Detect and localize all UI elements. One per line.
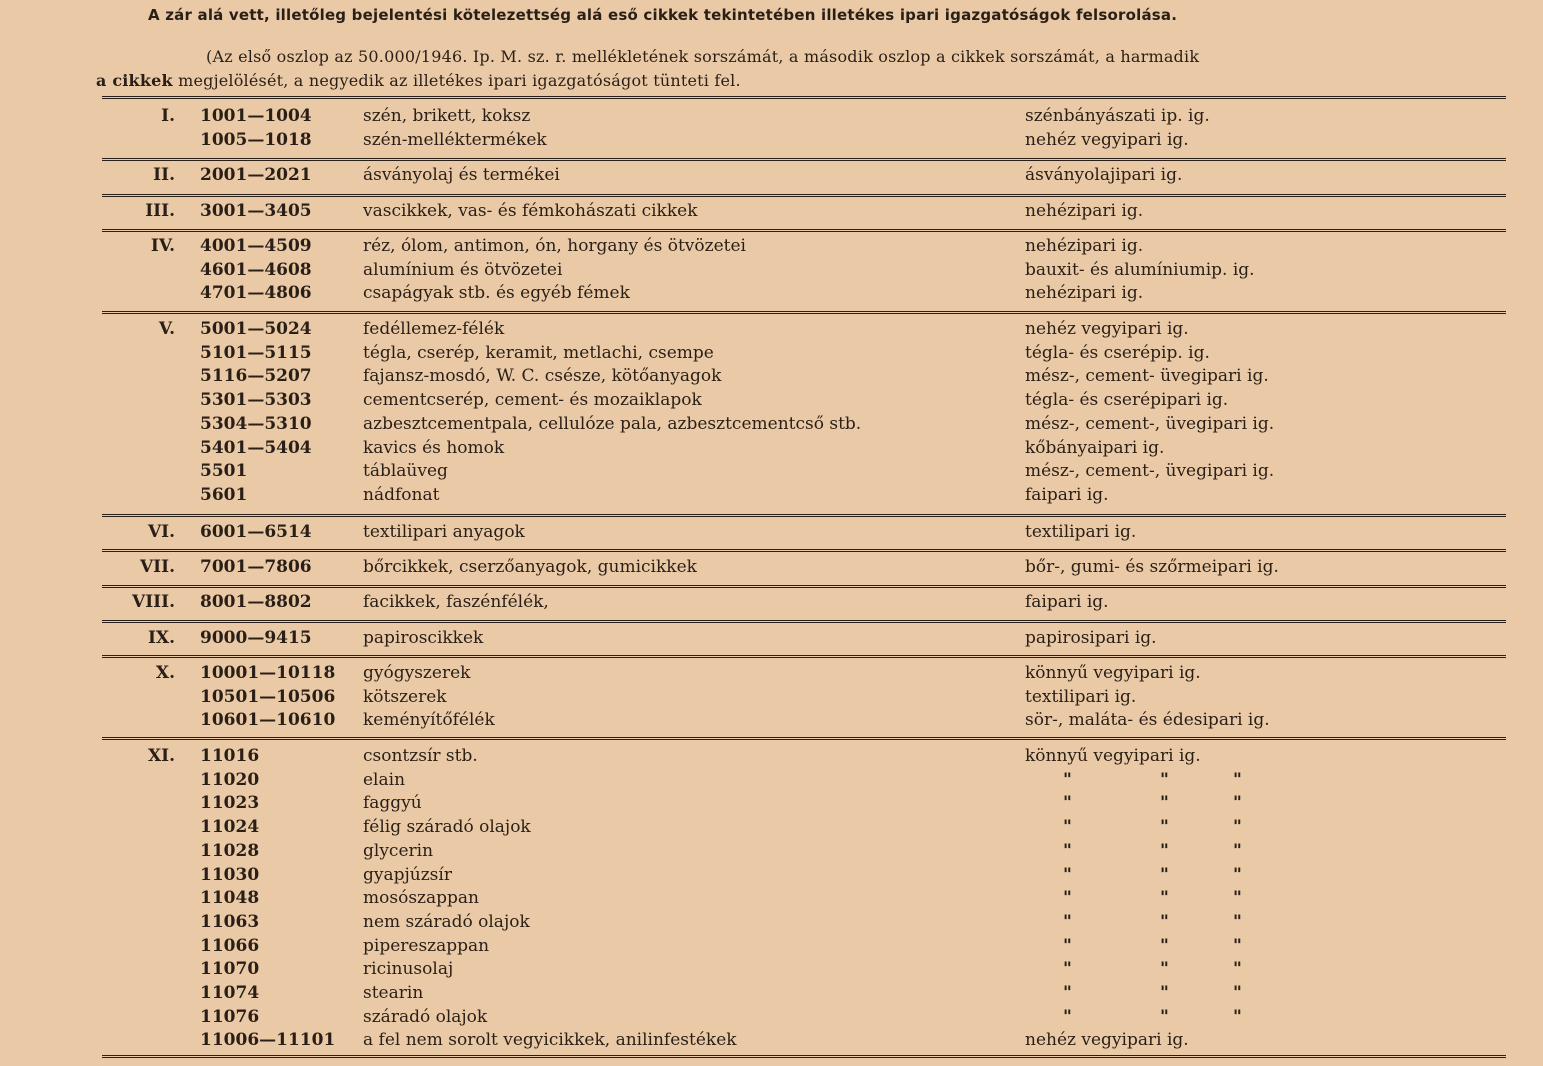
article-name: kavics és homok	[363, 437, 505, 458]
authority-name: mész-, cement-, üvegipari ig.	[1025, 413, 1275, 434]
article-code: 10001—10118	[200, 663, 336, 683]
article-code: 5601	[200, 484, 248, 505]
group-number: V.	[158, 319, 175, 339]
ditto-mark: "	[1063, 959, 1072, 980]
article-name: a fel nem sorolt vegyicikkek, anilinfestékek	[363, 1030, 737, 1051]
authority-name: mész-, cement- üvegipari ig.	[1025, 366, 1269, 387]
table-rule	[102, 549, 1506, 552]
article-name: fajansz-mosdó, W. C. csésze, kötőanyagok	[363, 366, 722, 387]
table-rule	[102, 158, 1506, 161]
article-name: gyapjúzsír	[363, 864, 452, 885]
ditto-mark: "	[1233, 983, 1242, 1003]
article-code: 11006—11101	[200, 1030, 336, 1051]
article-name: nádfonat	[363, 484, 440, 505]
article-name: alumínium és ötvözetei	[363, 259, 563, 280]
article-code: 11023	[200, 793, 260, 814]
article-name: glycerin	[363, 840, 434, 861]
ditto-mark: "	[1233, 1006, 1242, 1027]
article-code: 2001—2021	[200, 165, 312, 185]
authority-name: sör-, maláta- és édesipari ig.	[1025, 710, 1270, 731]
article-name: nem száradó olajok	[363, 911, 530, 932]
group-number: I.	[161, 106, 175, 126]
article-name: mosószappan	[363, 888, 479, 909]
article-name: elain	[363, 769, 406, 790]
article-code: 11030	[200, 864, 260, 885]
ditto-mark: "	[1063, 864, 1072, 885]
article-name: szén, brikett, koksz	[363, 106, 531, 126]
ditto-mark: "	[1063, 840, 1072, 861]
ditto-mark: "	[1063, 935, 1072, 956]
table-rule	[102, 229, 1506, 232]
article-code: 3001—3405	[200, 201, 312, 221]
article-code: 4701—4806	[200, 283, 312, 304]
authority-name: nehéz vegyipari ig.	[1025, 1030, 1189, 1051]
ditto-mark: "	[1063, 911, 1072, 932]
article-name: kötszerek	[363, 686, 447, 707]
authority-name: textilipari ig.	[1025, 686, 1137, 707]
article-name: táblaüveg	[363, 461, 448, 482]
article-code: 10501—10506	[200, 686, 336, 707]
article-name: pipereszappan	[363, 935, 490, 956]
article-name: facikkek, faszénfélék,	[363, 592, 549, 612]
ditto-mark: "	[1160, 959, 1169, 980]
authority-name: nehézipari ig.	[1025, 283, 1144, 304]
article-code: 4601—4608	[200, 259, 312, 280]
ditto-mark: "	[1160, 769, 1169, 790]
article-name: szén-melléktermékek	[363, 129, 547, 150]
article-code: 9000—9415	[200, 628, 312, 648]
article-code: 11028	[200, 840, 260, 861]
article-code: 11063	[200, 911, 260, 932]
article-code: 5401—5404	[200, 437, 312, 458]
article-code: 11076	[200, 1006, 260, 1027]
article-code: 11070	[200, 959, 260, 980]
ditto-mark: "	[1160, 911, 1169, 932]
ditto-mark: "	[1233, 935, 1242, 956]
article-name: ricinusolaj	[363, 959, 454, 980]
article-code: 11048	[200, 888, 260, 909]
article-name: tégla, cserép, keramit, metlachi, csempe	[363, 342, 714, 363]
group-number: X.	[155, 663, 175, 683]
ditto-mark: "	[1233, 793, 1242, 814]
ditto-mark: "	[1063, 1006, 1072, 1027]
table-rule	[102, 655, 1506, 658]
authority-name: ásványolajipari ig.	[1025, 165, 1183, 185]
authority-name: faipari ig.	[1025, 484, 1109, 505]
article-name: faggyú	[363, 793, 422, 814]
ditto-mark: "	[1233, 959, 1242, 980]
article-code: 5116—5207	[200, 366, 312, 387]
ditto-mark: "	[1063, 769, 1072, 790]
group-number: VI.	[147, 522, 175, 542]
group-number: II.	[153, 165, 175, 185]
ditto-mark: "	[1233, 864, 1242, 885]
authority-name: nehézipari ig.	[1025, 201, 1144, 221]
ditto-mark: "	[1160, 935, 1169, 956]
article-code: 7001—7806	[200, 557, 312, 577]
authority-name: kőbányaipari ig.	[1025, 437, 1165, 458]
group-number: VII.	[139, 557, 175, 577]
table-rule	[102, 96, 1506, 99]
table-rule	[102, 737, 1506, 740]
ditto-mark: "	[1063, 793, 1072, 814]
article-name: félig száradó olajok	[363, 817, 531, 838]
article-name: keményítőfélék	[363, 710, 495, 731]
article-name: vascikkek, vas- és fémkohászati cikkek	[363, 201, 698, 221]
table-rule	[102, 1055, 1506, 1058]
article-code: 11066	[200, 935, 260, 956]
ditto-mark: "	[1160, 840, 1169, 861]
article-name: csontzsír stb.	[363, 746, 478, 766]
article-code: 11024	[200, 817, 260, 838]
ditto-mark: "	[1233, 888, 1242, 909]
table-rule	[102, 514, 1506, 517]
ditto-mark: "	[1063, 983, 1072, 1003]
ditto-mark: "	[1063, 888, 1072, 909]
article-name: bőrcikkek, cserzőanyagok, gumicikkek	[363, 557, 697, 577]
ditto-mark: "	[1160, 1006, 1169, 1027]
authority-name: nehéz vegyipari ig.	[1025, 129, 1189, 150]
article-code: 8001—8802	[200, 592, 312, 612]
article-code: 5001—5024	[200, 319, 312, 339]
article-name: réz, ólom, antimon, ón, horgany és ötvözetei	[363, 236, 746, 256]
article-name: textilipari anyagok	[363, 522, 525, 542]
ditto-mark: "	[1160, 983, 1169, 1003]
authority-name: tégla- és cserépip. ig.	[1025, 342, 1210, 363]
article-name: azbesztcementpala, cellulóze pala, azbesztcementcső stb.	[363, 413, 862, 434]
group-number: XI.	[147, 746, 175, 766]
authority-name: könnyű vegyipari ig.	[1025, 663, 1201, 683]
ditto-mark: "	[1160, 864, 1169, 885]
ditto-mark: "	[1063, 817, 1072, 838]
ditto-mark: "	[1233, 769, 1242, 790]
article-code: 11020	[200, 769, 260, 790]
article-code: 11016	[200, 746, 260, 766]
article-code: 1005—1018	[200, 129, 312, 150]
article-name: stearin	[363, 983, 424, 1003]
article-name: fedéllemez-félék	[363, 319, 505, 339]
authority-name: bauxit- és alumíniumip. ig.	[1025, 259, 1255, 280]
authority-name: textilipari ig.	[1025, 522, 1137, 542]
article-name: gyógyszerek	[363, 663, 471, 683]
group-number: IX.	[147, 628, 175, 648]
authority-name: faipari ig.	[1025, 592, 1109, 612]
article-code: 10601—10610	[200, 710, 336, 731]
authority-name: nehéz vegyipari ig.	[1025, 319, 1189, 339]
intro-bold-text: a cikkek	[96, 71, 173, 90]
page-title: A zár alá vett, illetőleg bejelentési kötelezettség alá eső cikkek tekintetében illetékes ipari igazgatóságok felsorolása.	[148, 6, 1178, 24]
intro-line-2	[96, 71, 1516, 90]
article-code: 5501	[200, 461, 248, 482]
article-name: papiroscikkek	[363, 628, 484, 648]
table-rule	[102, 620, 1506, 623]
authority-name: könnyű vegyipari ig.	[1025, 746, 1201, 766]
article-code: 6001—6514	[200, 522, 312, 542]
table-rule	[102, 311, 1506, 314]
article-code: 5301—5303	[200, 390, 312, 411]
table-rule	[102, 194, 1506, 197]
authority-name: bőr-, gumi- és szőrmeipari ig.	[1025, 557, 1279, 577]
article-code: 11074	[200, 983, 260, 1003]
article-name: száradó olajok	[363, 1006, 488, 1027]
article-code: 5304—5310	[200, 413, 312, 434]
table-rule	[102, 585, 1506, 588]
article-code: 4001—4509	[200, 236, 312, 256]
group-number: III.	[145, 201, 175, 221]
authority-name: mész-, cement-, üvegipari ig.	[1025, 461, 1275, 482]
authority-name: nehézipari ig.	[1025, 236, 1144, 256]
authority-name: tégla- és cserépipari ig.	[1025, 390, 1229, 411]
article-name: csapágyak stb. és egyéb fémek	[363, 283, 630, 304]
ditto-mark: "	[1233, 817, 1242, 838]
group-number: IV.	[150, 236, 175, 256]
intro-line-1: (Az első oszlop az 50.000/1946. Ip. M. sz. r. mellékletének sorszámát, a második oszlop a cikkek sorszámát, a harmadik	[206, 47, 1200, 66]
group-number: VIII.	[132, 592, 175, 612]
ditto-mark: "	[1160, 888, 1169, 909]
ditto-mark: "	[1160, 793, 1169, 814]
article-code: 5101—5115	[200, 342, 312, 363]
ditto-mark: "	[1160, 817, 1169, 838]
intro-rest-text: megjelölését, a negyedik az illetékes ipari igazgatóságot tünteti fel.	[172, 71, 741, 90]
article-name: cementcserép, cement- és mozaiklapok	[363, 390, 702, 411]
authority-name: papirosipari ig.	[1025, 628, 1157, 648]
ditto-mark: "	[1233, 911, 1242, 932]
article-code: 1001—1004	[200, 106, 312, 126]
authority-name: szénbányászati ip. ig.	[1025, 106, 1210, 126]
ditto-mark: "	[1233, 840, 1242, 861]
article-name: ásványolaj és termékei	[363, 165, 560, 185]
